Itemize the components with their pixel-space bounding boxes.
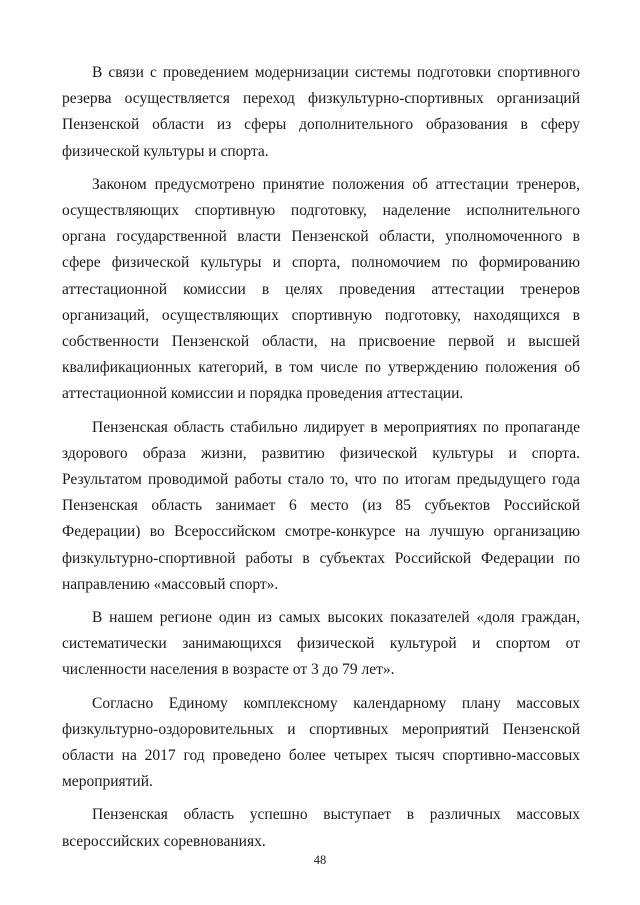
paragraph-healthy-lifestyle: Пензенская область стабильно лидирует в мероприятиях по пропаганде здорового образа жизни, развитию физической культуры и спорта. Результатом проводимой работы стало то, что по итогам предыдущего года Пензенская область занимает 6 место (из 85 субъектов Российской Федерации) во Всероссийском смотре-конкурсе на лучшую организацию физкультурно-спортивной работы в субъектах Российской Федерации по направлению «массовый спорт».	[62, 418, 580, 593]
paragraph-region-indicators: В нашем регионе один из самых высоких показателей «доля граждан, систематически занимающихся физической культурой и спортом от численности населения в возрасте от 3 до 79 лет».	[62, 609, 580, 679]
paragraph-competitions: Пензенская область успешно выступает в различных массовых всероссийских соревнованиях.	[62, 806, 580, 850]
paragraph-trainer-attestation: Законом предусмотрено принятие положения об аттестации тренеров, осуществляющих спортивную подготовку, наделение исполнительного органа государственной власти Пензенской области, уполномоченного в сфере физической культуры и спорта, полномочием по формированию аттестационной комиссии в целях проведения аттестации тренеров организаций, осуществляющих спортивную подготовку, находящихся в собственности Пензенской области, на присвоение первой и высшей квалификационных категорий, в том числе по утверждению положения об аттестационной комиссии и порядка проведения аттестации.	[62, 175, 580, 403]
page-number: 48	[313, 853, 327, 867]
paragraph-calendar-plan: Согласно Единому комплексному календарному плану массовых физкультурно-оздоровительных и спортивных мероприятий Пензенской области на 2017 год проведено более четырех тысяч спортивно-массовых мероприятий.	[62, 694, 580, 791]
paragraph-modernization: В связи с проведением модернизации системы подготовки спортивного резерва осуществляется переход физкультурно-спортивных организаций Пензенской области из сферы дополнительного образования в сферу физической культуры и спорта.	[62, 64, 580, 160]
document-page	[62, 60, 580, 862]
